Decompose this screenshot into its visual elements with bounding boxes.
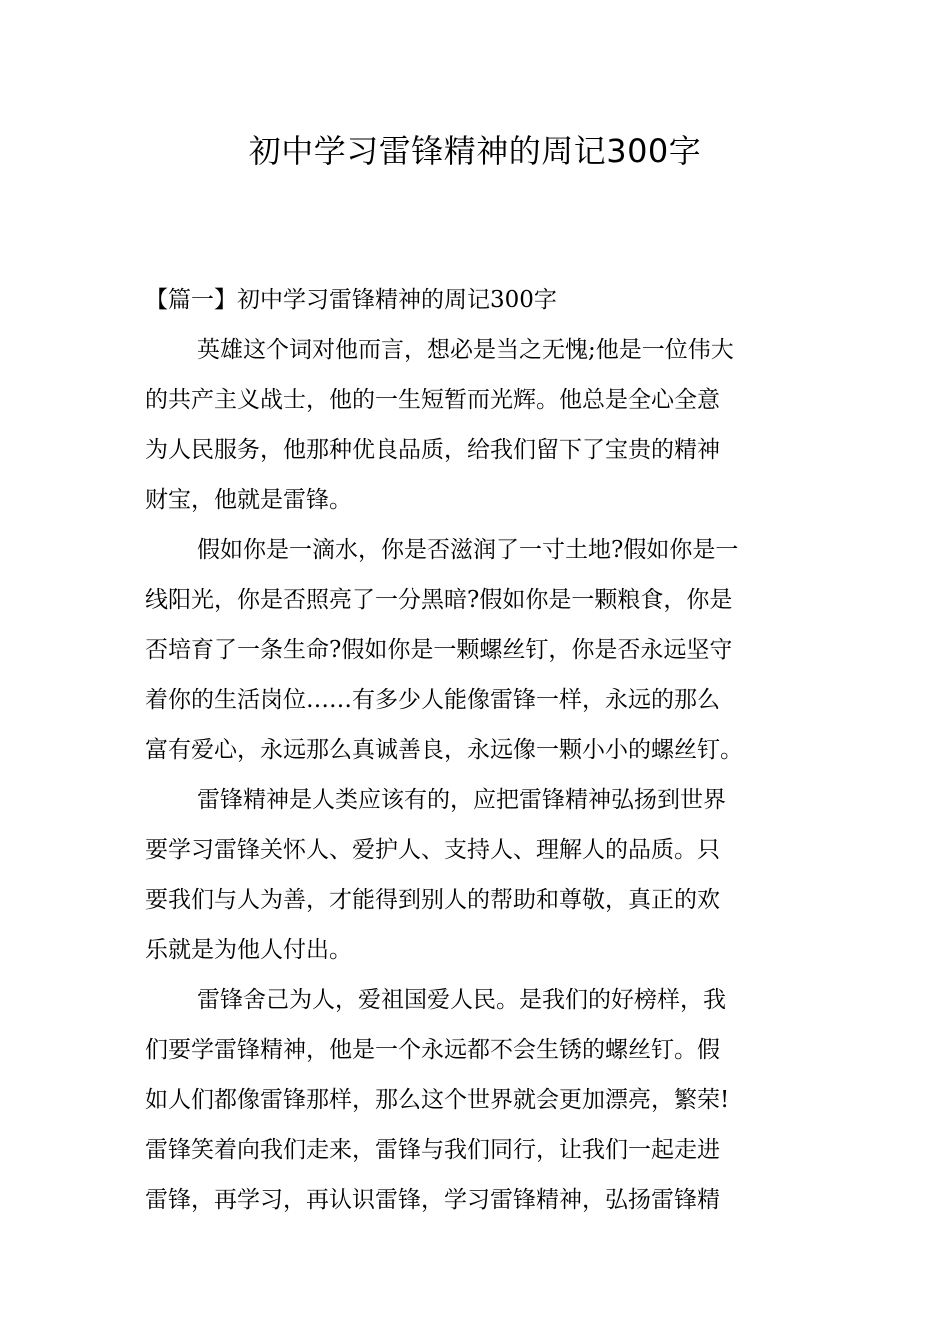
- paragraph-3-line-2: 要学习雷锋关怀人、爱护人、支持人、理解人的品质。只: [145, 837, 720, 863]
- paragraph-3-line-4: 乐就是为他人付出。: [145, 937, 352, 963]
- paragraph-1-line-4: 财宝，他就是雷锋。: [145, 487, 352, 513]
- paragraph-4-line-3: 如人们都像雷锋那样，那么这个世界就会更加漂亮，繁荣!: [145, 1087, 730, 1113]
- paragraph-4-line-5: 雷锋，再学习，再认识雷锋，学习雷锋精神，弘扬雷锋精: [145, 1187, 720, 1213]
- paragraph-1-line-1: 英雄这个词对他而言，想必是当之无愧;他是一位伟大: [197, 337, 734, 363]
- paragraph-2-line-2: 线阳光，你是否照亮了一分黑暗?假如你是一颗粮食，你是: [145, 587, 733, 613]
- paragraph-4-line-2: 们要学雷锋精神，他是一个永远都不会生锈的螺丝钉。假: [145, 1037, 720, 1063]
- paragraph-4-line-1: 雷锋舍己为人，爱祖国爱人民。是我们的好榜样，我: [197, 987, 726, 1013]
- section-heading: 【篇一】初中学习雷锋精神的周记300字: [145, 287, 557, 313]
- paragraph-2-line-5: 富有爱心，永远那么真诚善良，永远像一颗小小的螺丝钉。: [145, 737, 743, 763]
- paragraph-2-line-4: 着你的生活岗位……有多少人能像雷锋一样，永远的那么: [145, 687, 720, 713]
- paragraph-4-line-4: 雷锋笑着向我们走来，雷锋与我们同行，让我们一起走进: [145, 1137, 720, 1163]
- paragraph-1-line-2: 的共产主义战士，他的一生短暂而光辉。他总是全心全意: [145, 387, 720, 413]
- paragraph-3-line-1: 雷锋精神是人类应该有的，应把雷锋精神弘扬到世界: [197, 787, 726, 813]
- paragraph-3-line-3: 要我们与人为善，才能得到别人的帮助和尊敬，真正的欢: [145, 887, 720, 913]
- paragraph-2-line-3: 否培育了一条生命?假如你是一颗螺丝钉，你是否永远坚守: [145, 637, 733, 663]
- paragraph-2-line-1: 假如你是一滴水，你是否滋润了一寸土地?假如你是一: [197, 537, 739, 563]
- paragraph-1-line-3: 为人民服务，他那种优良品质，给我们留下了宝贵的精神: [145, 437, 720, 463]
- document-title: 初中学习雷锋精神的周记300字: [248, 132, 702, 170]
- document-body: [145, 275, 807, 1225]
